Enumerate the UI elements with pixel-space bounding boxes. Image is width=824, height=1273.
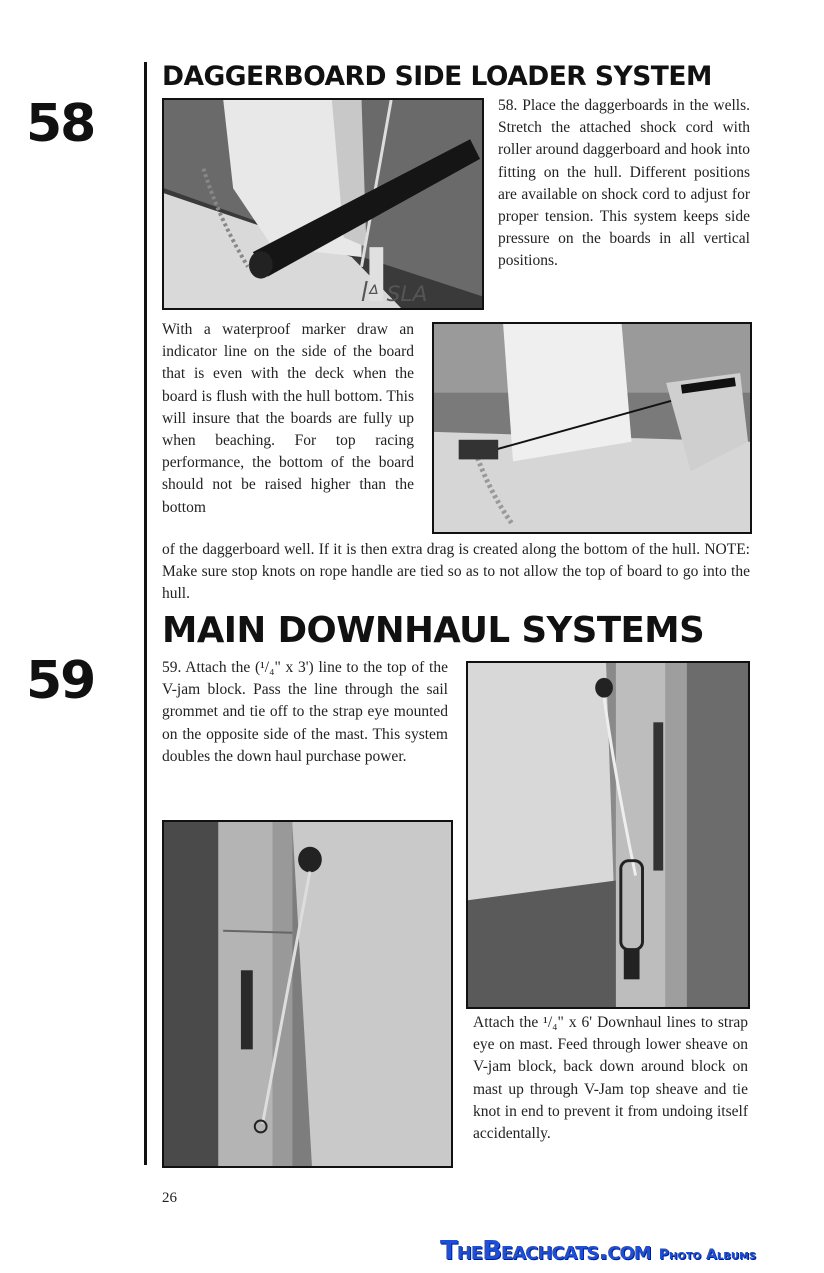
watermark-logo (440, 1236, 756, 1266)
section-59-paragraph-1: 59. Attach the (¹/₄" x 3') line to the top of the V-jam block. Pass the line through the sail grommet and tie off to the strap eye mounted on the opposite side of the mast. This system doubles the down haul purchase power. (162, 659, 448, 765)
watermark-main-text: TheBeachcats.com (440, 1236, 651, 1266)
section-58-rule (144, 62, 147, 610)
section-59-rule (144, 610, 147, 1165)
photo-marker-indicator-line (432, 322, 752, 534)
photo-downhaul-v-jam-block (466, 661, 750, 1009)
heading-main-downhaul-systems: MAIN DOWNHAUL SYSTEMS (162, 610, 705, 651)
step-number-58: 58 (26, 94, 95, 154)
section-59-paragraph-2: Attach the ¹/₄" x 6' Downhaul lines to strap eye on mast. Feed through lower sheave on V-jam block, back down around block on mast up through V-Jam top sheave and tie knot in end to prevent it from undoing itself accidentally. (473, 1014, 748, 1143)
section-58-paragraph-1: 58. Place the daggerboards in the wells. Stretch the attached shock cord with roller around daggerboard and hook into fitting on the hull. Different positions are available on shock cord to adjust for proper tension. This system keeps side pressure on the boards in all vertical positions. (498, 97, 750, 270)
watermark-sub-text: Photo Albums (658, 1247, 757, 1263)
photo-mast-sail-grommet (162, 820, 453, 1168)
step-number-59: 59 (26, 651, 95, 711)
section-58-paragraph-2-continued: of the daggerboard well. If it is then extra drag is created along the bottom of the hull. NOTE: Make sure stop knots on rope handle are tied so as to not allow the top of board to go into the hull. (162, 541, 750, 603)
section-58-paragraph-2: With a waterproof marker draw an indicator line on the side of the board that is even with the deck when the board is flush with the hull bottom. This will insure that the boards are fully up when beaching. For top racing performance, the bottom of the board should not be raised higher than the bottom (162, 321, 414, 516)
photo-daggerboard-roller (162, 98, 484, 310)
heading-daggerboard-side-loader: DAGGERBOARD SIDE LOADER SYSTEM (162, 61, 712, 92)
page-number: 26 (162, 1190, 177, 1206)
svg-text:ꟾᐞ SLA: ꟾᐞ SLA (361, 282, 428, 308)
